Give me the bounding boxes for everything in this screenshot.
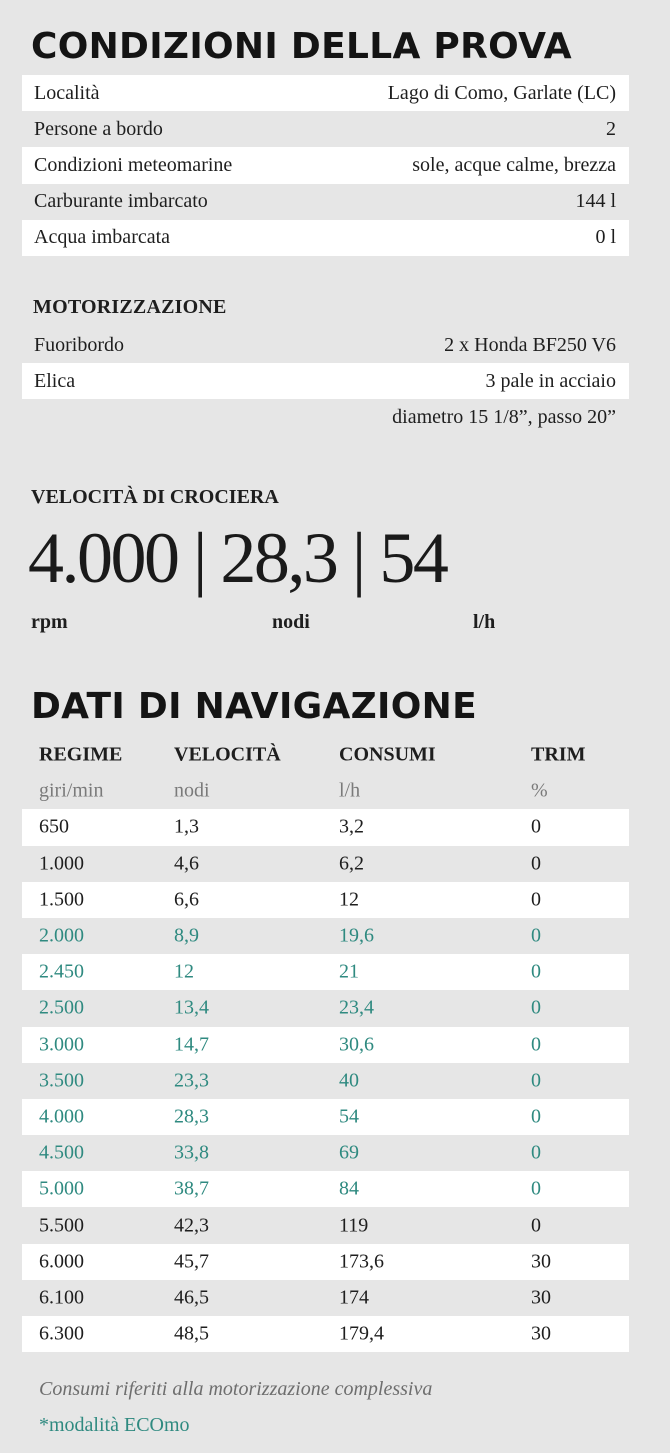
- cell-velocita: 14,7: [174, 1033, 209, 1056]
- table-row: [22, 1027, 629, 1063]
- cell-regime: 1.500: [39, 888, 84, 911]
- cell-consumi: 174: [339, 1286, 369, 1309]
- cell-trim: 0: [531, 815, 541, 838]
- cell-trim: 0: [531, 996, 541, 1019]
- cell-consumi: 54: [339, 1105, 359, 1128]
- engine-row: [22, 363, 629, 399]
- row-value: 2 x Honda BF250 V6: [444, 333, 616, 356]
- unit-trim: %: [531, 779, 548, 802]
- cell-consumi: 30,6: [339, 1033, 374, 1056]
- conditions-row: [22, 184, 629, 220]
- cell-velocita: 45,7: [174, 1250, 209, 1273]
- engine-title: MOTORIZZAZIONE: [33, 296, 227, 318]
- cell-velocita: 13,4: [174, 996, 209, 1019]
- engine-row: [22, 327, 629, 363]
- unit-consumi: l/h: [339, 779, 361, 802]
- cell-velocita: 6,6: [174, 888, 199, 911]
- cell-regime: 3.000: [39, 1033, 84, 1056]
- cruise-unit-rpm: rpm: [31, 611, 68, 633]
- engine-table: [22, 327, 629, 436]
- table-row: [22, 1171, 629, 1207]
- conditions-title: CONDIZIONI DELLA PROVA: [31, 26, 572, 67]
- header-consumi: CONSUMI: [339, 743, 436, 766]
- table-row: [22, 1063, 629, 1099]
- cell-trim: 0: [531, 852, 541, 875]
- cell-velocita: 42,3: [174, 1214, 209, 1237]
- header-regime: REGIME: [39, 743, 123, 766]
- cell-regime: 4.500: [39, 1141, 84, 1164]
- cell-consumi: 23,4: [339, 996, 374, 1019]
- engine-row: [22, 399, 629, 435]
- cell-velocita: 33,8: [174, 1141, 209, 1164]
- cell-consumi: 179,4: [339, 1322, 384, 1345]
- row-value: sole, acque calme, brezza: [412, 153, 616, 176]
- cell-regime: 5.500: [39, 1214, 84, 1237]
- cell-trim: 30: [531, 1250, 551, 1273]
- cell-velocita: 23,3: [174, 1069, 209, 1092]
- cell-consumi: 19,6: [339, 924, 374, 947]
- navigation-table: [22, 737, 629, 1352]
- cell-trim: 0: [531, 1177, 541, 1200]
- cruise-unit-speed: nodi: [272, 611, 310, 633]
- cell-regime: 5.000: [39, 1177, 84, 1200]
- cell-velocita: 12: [174, 960, 194, 983]
- cell-consumi: 12: [339, 888, 359, 911]
- cell-regime: 3.500: [39, 1069, 84, 1092]
- cell-velocita: 46,5: [174, 1286, 209, 1309]
- conditions-table: [22, 75, 629, 256]
- row-label: Fuoribordo: [34, 333, 124, 356]
- cell-trim: 0: [531, 960, 541, 983]
- table-row: [22, 1207, 629, 1243]
- table-row: [22, 1316, 629, 1352]
- cell-velocita: 8,9: [174, 924, 199, 947]
- cruise-title: VELOCITÀ DI CROCIERA: [31, 486, 279, 508]
- row-label: Persone a bordo: [34, 117, 163, 140]
- cell-velocita: 4,6: [174, 852, 199, 875]
- cell-consumi: 119: [339, 1214, 369, 1237]
- conditions-row: [22, 75, 629, 111]
- table-row: [22, 882, 629, 918]
- cell-velocita: 38,7: [174, 1177, 209, 1200]
- cell-velocita: 28,3: [174, 1105, 209, 1128]
- row-value: 3 pale in acciaio: [485, 369, 616, 392]
- cruise-unit-consumption: l/h: [473, 611, 496, 633]
- cell-trim: 0: [531, 1141, 541, 1164]
- cell-trim: 30: [531, 1322, 551, 1345]
- row-label: Elica: [34, 369, 76, 392]
- table-row: [22, 918, 629, 954]
- eco-note: *modalità ECOmo: [39, 1414, 190, 1436]
- header-velocita: VELOCITÀ: [174, 743, 281, 766]
- conditions-row: [22, 111, 629, 147]
- row-label: Condizioni meteomarine: [34, 153, 233, 176]
- row-value: 2: [606, 117, 616, 140]
- table-body: [22, 809, 629, 1352]
- cell-trim: 30: [531, 1286, 551, 1309]
- cruise-values: 4.000 | 28,3 | 54: [28, 518, 447, 598]
- cell-regime: 650: [39, 815, 69, 838]
- cell-trim: 0: [531, 1069, 541, 1092]
- cell-trim: 0: [531, 1214, 541, 1237]
- cell-regime: 2.450: [39, 960, 84, 983]
- navigation-title: DATI DI NAVIGAZIONE: [31, 686, 477, 727]
- cell-regime: 6.300: [39, 1322, 84, 1345]
- consumption-note: Consumi riferiti alla motorizzazione complessiva: [39, 1378, 433, 1400]
- table-units: [22, 773, 629, 809]
- cell-consumi: 84: [339, 1177, 359, 1200]
- row-label: Località: [34, 81, 100, 104]
- cell-regime: 4.000: [39, 1105, 84, 1128]
- cell-consumi: 40: [339, 1069, 359, 1092]
- table-row: [22, 954, 629, 990]
- table-row: [22, 1244, 629, 1280]
- table-row: [22, 1135, 629, 1171]
- cell-regime: 6.000: [39, 1250, 84, 1273]
- table-row: [22, 809, 629, 845]
- unit-velocita: nodi: [174, 779, 210, 802]
- row-label: Carburante imbarcato: [34, 190, 208, 213]
- cell-trim: 0: [531, 1033, 541, 1056]
- table-row: [22, 846, 629, 882]
- cell-trim: 0: [531, 924, 541, 947]
- cell-consumi: 3,2: [339, 815, 364, 838]
- cell-regime: 1.000: [39, 852, 84, 875]
- row-value: 144 l: [575, 190, 616, 213]
- cell-velocita: 1,3: [174, 815, 199, 838]
- cell-consumi: 173,6: [339, 1250, 384, 1273]
- cell-regime: 6.100: [39, 1286, 84, 1309]
- cell-trim: 0: [531, 1105, 541, 1128]
- header-trim: TRIM: [531, 743, 586, 766]
- cell-consumi: 21: [339, 960, 359, 983]
- unit-regime: giri/min: [39, 779, 104, 802]
- row-value: 0 l: [595, 226, 616, 249]
- table-row: [22, 1099, 629, 1135]
- conditions-row: [22, 147, 629, 183]
- cell-trim: 0: [531, 888, 541, 911]
- row-label: Acqua imbarcata: [34, 226, 171, 249]
- cell-regime: 2.500: [39, 996, 84, 1019]
- conditions-row: [22, 220, 629, 256]
- row-value: diametro 15 1/8”, passo 20”: [392, 405, 616, 428]
- table-header: [22, 737, 629, 773]
- cell-consumi: 6,2: [339, 852, 364, 875]
- cell-consumi: 69: [339, 1141, 359, 1164]
- cell-regime: 2.000: [39, 924, 84, 947]
- table-row: [22, 990, 629, 1026]
- cell-velocita: 48,5: [174, 1322, 209, 1345]
- row-value: Lago di Como, Garlate (LC): [387, 81, 616, 104]
- table-row: [22, 1280, 629, 1316]
